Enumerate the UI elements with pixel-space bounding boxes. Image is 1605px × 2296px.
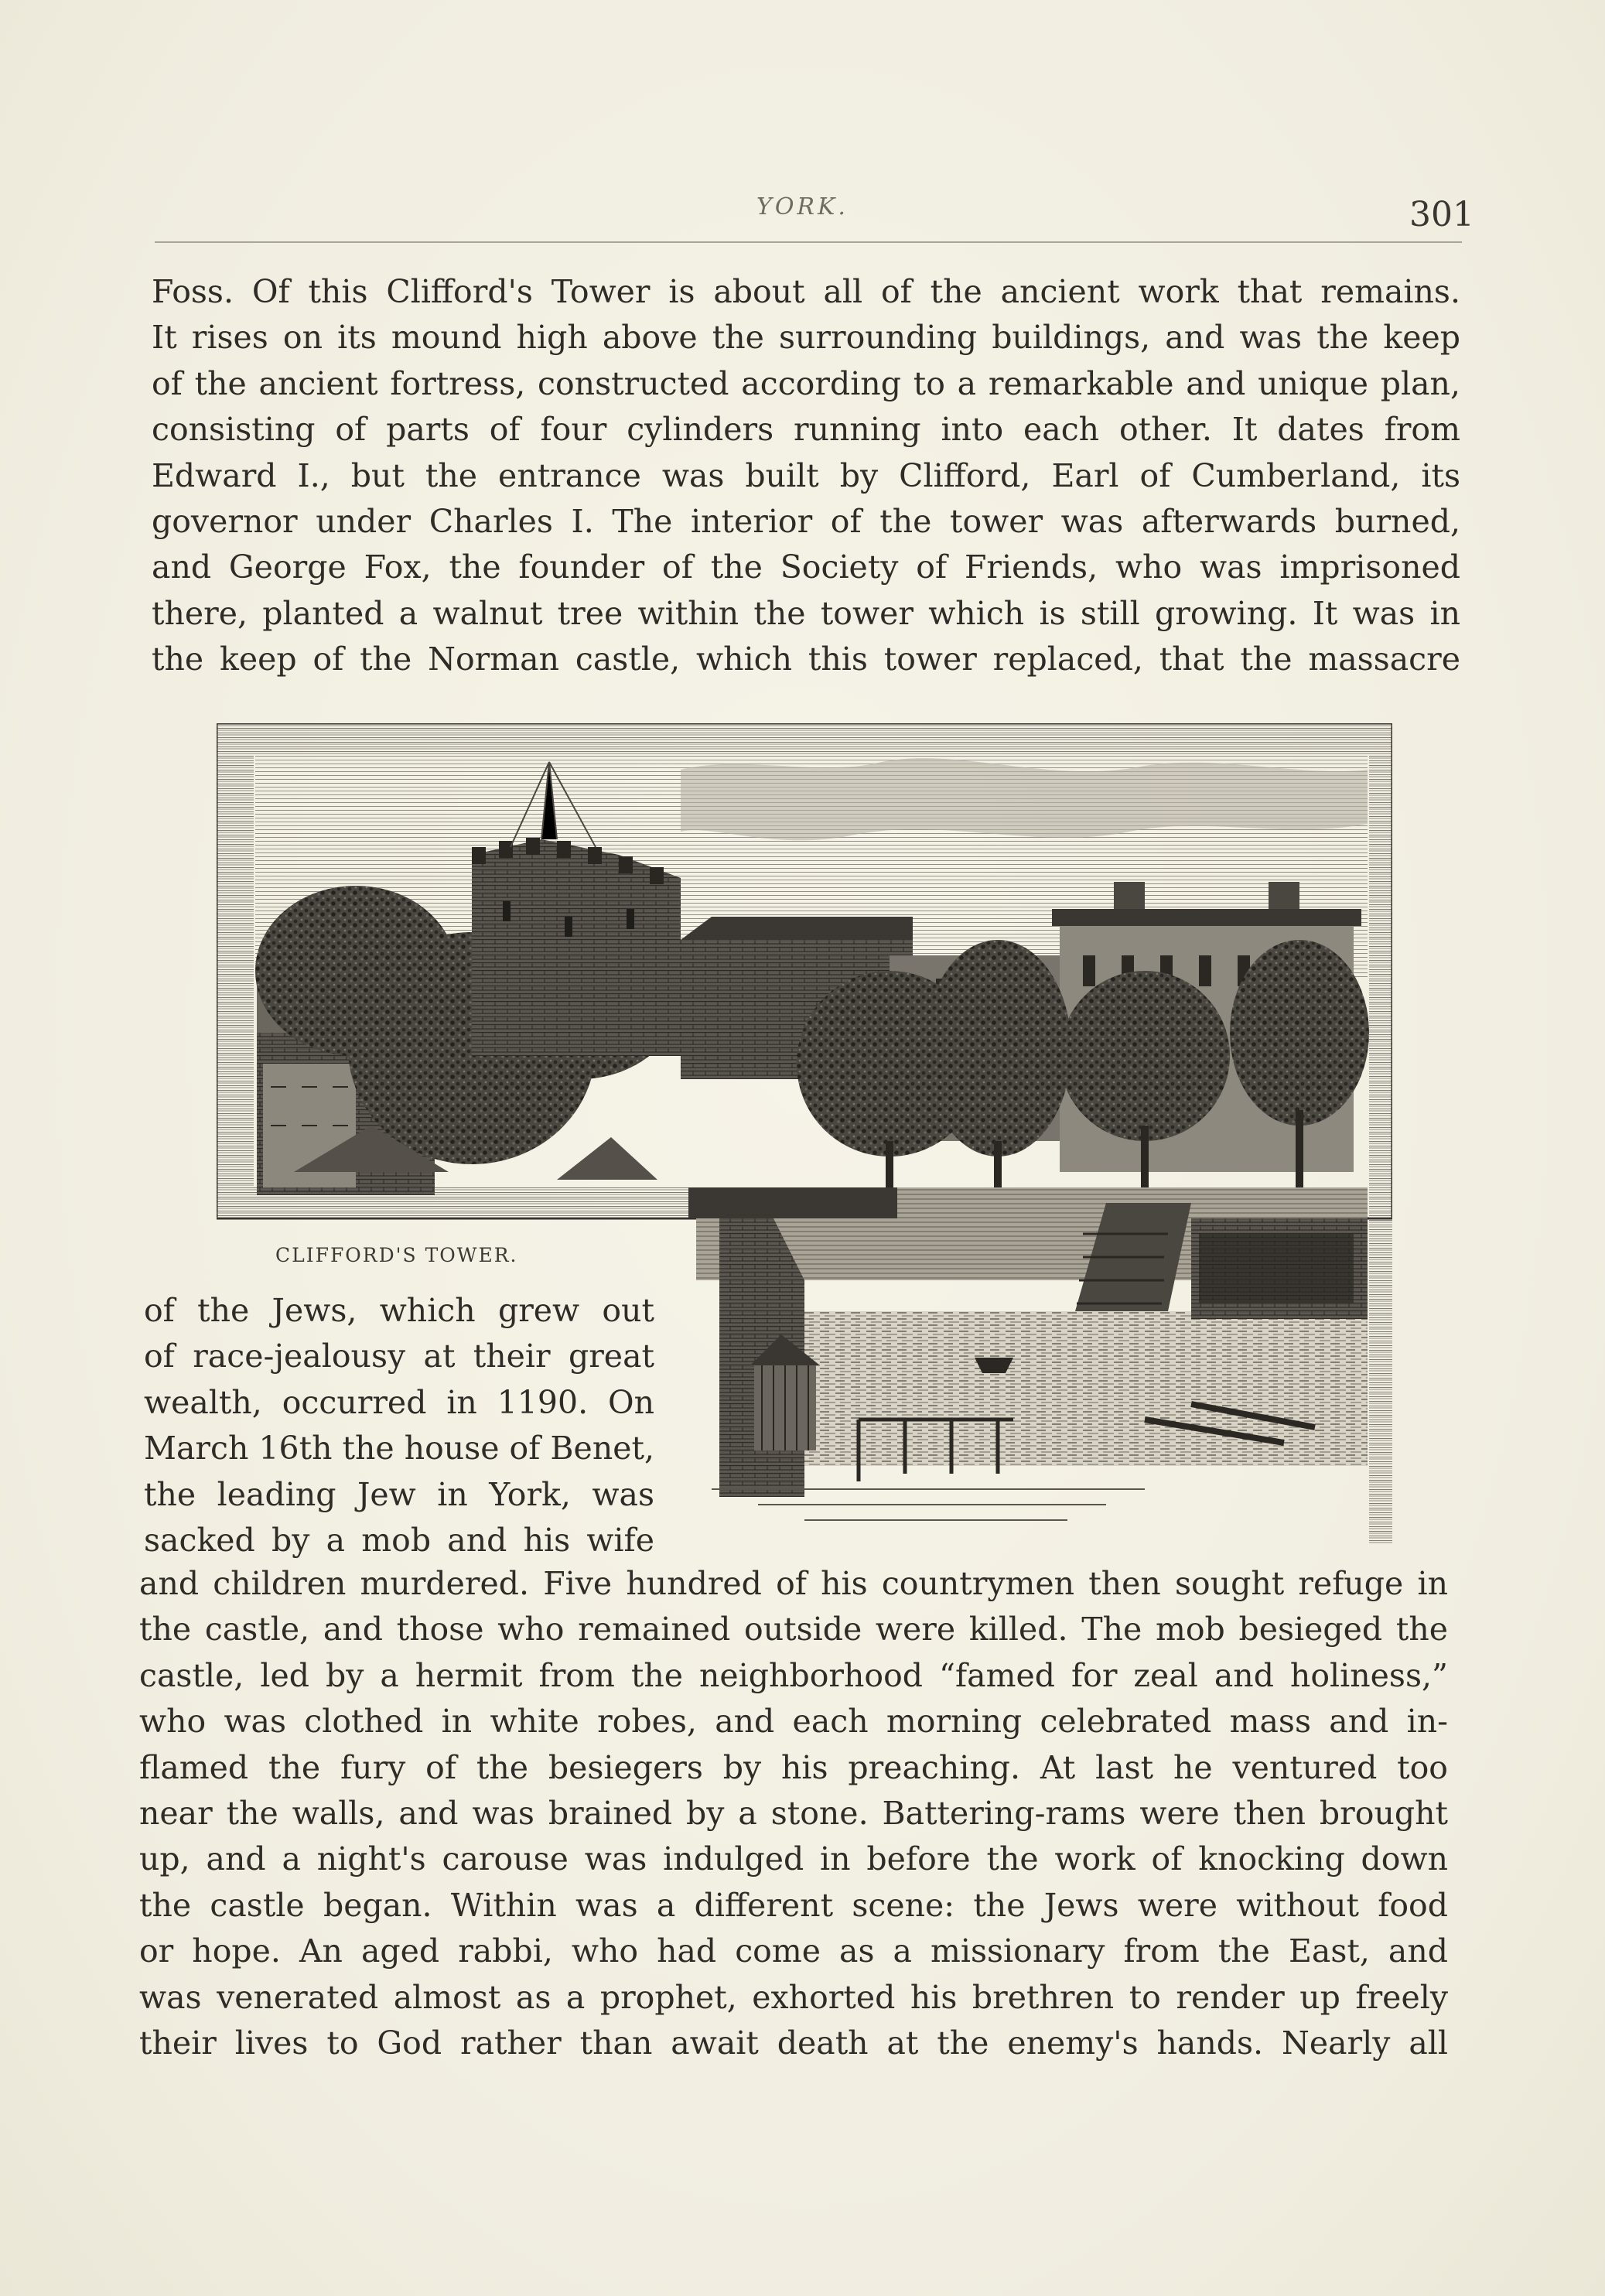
text-line: of the Jews, which grew out — [144, 1292, 654, 1329]
text-line: of race-jealousy at their great — [144, 1338, 654, 1375]
text-line: It rises on its mound high above the surrounding buildings, and was the keep — [152, 319, 1460, 357]
text-line: the leading Jew in York, was — [144, 1475, 654, 1513]
page-number: 301 — [1409, 195, 1474, 234]
running-title: YORK. — [756, 193, 849, 220]
text-line: or hope. An aged rabbi, who had come as a missionary from the East, and — [139, 1932, 1448, 1970]
text-line: of the ancient fortress, constructed according to a remarkable and unique plan, — [152, 364, 1460, 402]
text-line: March 16th the house of Benet, — [144, 1430, 654, 1467]
body-text-bottom — [139, 1561, 1448, 2066]
text-line: governor under Charles I. The interior of the tower was afterwards burned, — [152, 503, 1460, 541]
illustration-caption: CLIFFORD'S TOWER. — [275, 1244, 518, 1266]
text-line: Edward I., but the entrance was built by Clifford, Earl of Cumberland, its — [152, 456, 1460, 494]
text-line: Foss. Of this Clifford's Tower is about all of the ancient work that remains. — [152, 273, 1460, 310]
text-line: consisting of parts of four cylinders running into each other. It dates from — [152, 411, 1460, 449]
text-line: wealth, occurred in 1190. On — [144, 1383, 654, 1421]
body-text-top — [152, 269, 1460, 683]
text-line: and George Fox, the founder of the Society of Friends, who was imprisoned — [152, 548, 1460, 586]
text-line: the castle began. Within was a different scene: the Jews were without food — [139, 1886, 1448, 1924]
text-line: sacked by a mob and his wife — [144, 1522, 654, 1560]
text-line: there, planted a walnut tree within the tower which is still growing. It was in — [152, 594, 1460, 632]
text-line: near the walls, and was brained by a stone. Battering-rams were then brought — [139, 1795, 1448, 1833]
text-line: who was clothed in white robes, and each morning celebrated mass and in- — [139, 1703, 1448, 1741]
text-line: flamed the fury of the besiegers by his preaching. At last he ventured too — [139, 1748, 1448, 1786]
text-line: the castle, and those who remained outside were killed. The mob besieged the — [139, 1611, 1448, 1649]
header-rule — [155, 241, 1462, 243]
text-line: and children murdered. Five hundred of his countrymen then sought refuge in — [139, 1565, 1448, 1602]
text-line: up, and a night's carouse was indulged in before the work of knocking down — [139, 1840, 1448, 1878]
body-text-side — [144, 1288, 654, 1563]
text-line: was venerated almost as a prophet, exhorted his brethren to render up freely — [139, 1978, 1448, 2016]
text-line: castle, led by a hermit from the neighborhood “famed for zeal and holiness,” — [139, 1656, 1448, 1694]
text-line: their lives to God rather than await death at the enemy's hands. Nearly all — [139, 2024, 1448, 2062]
text-line: the keep of the Norman castle, which this tower replaced, that the massacre — [152, 641, 1460, 678]
